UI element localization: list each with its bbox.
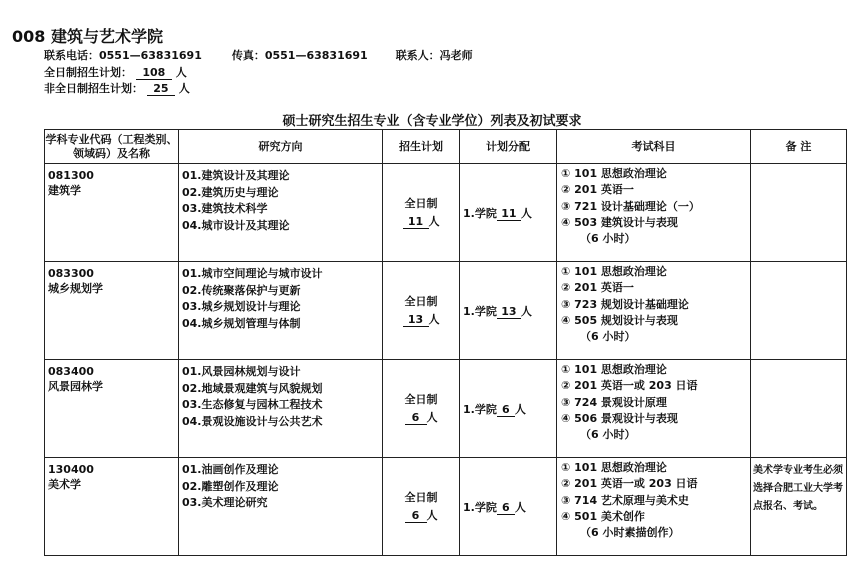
column-header-remark: 备 注 [751, 130, 847, 164]
plan-unit: 人 [426, 410, 438, 424]
direction-item: 01.油画创作及理论 [182, 463, 279, 476]
exams-cell [557, 164, 751, 262]
column-header-allocation: 计划分配 [460, 130, 557, 164]
column-header-code: 学科专业代码（工程类别、领域码）及名称 [45, 130, 179, 164]
column-header-exams: 考试科目 [557, 130, 751, 164]
allocation-prefix: 1.学院 [463, 402, 497, 416]
remark-text [751, 360, 846, 364]
plan-cell [383, 262, 460, 360]
directions-cell [179, 360, 383, 458]
table-row [45, 262, 847, 360]
direction-item: 02.建筑历史与理论 [182, 185, 279, 199]
remark-text [751, 262, 846, 266]
table-title: 硕士研究生招生专业（含专业学位）列表及初试要求 [282, 114, 582, 129]
plan-label: 全日制 [404, 294, 438, 308]
plan-unit: 人 [426, 508, 438, 522]
allocation-cell [460, 164, 557, 262]
exam-item: ① 101 思想政治理论 [561, 363, 667, 376]
exam-item: ④ 505 规划设计与表现 [561, 313, 678, 327]
exam-duration-note: （6 小时） [580, 232, 636, 246]
direction-item: 01.城市空间理论与城市设计 [182, 267, 323, 280]
column-header-plan: 招生计划 [383, 130, 460, 164]
exam-item: ③ 721 设计基础理论（一） [561, 199, 700, 213]
direction-item: 01.建筑设计及其理论 [182, 169, 290, 182]
direction-item: 04.景观设施设计与公共艺术 [182, 414, 323, 428]
allocation-value: 6 [497, 501, 515, 515]
part-time-plan-value: 25 [147, 82, 175, 96]
allocation-unit: 人 [520, 304, 532, 318]
allocation-cell [460, 262, 557, 360]
exam-item: ① 101 思想政治理论 [561, 461, 667, 474]
remark-cell [751, 458, 847, 556]
exam-duration-note: （6 小时） [580, 428, 636, 442]
plan-value: 6 [405, 411, 427, 425]
allocation-value: 13 [497, 305, 521, 319]
program-code: 083300 [48, 267, 94, 280]
program-cell [45, 360, 179, 458]
direction-item: 02.传统聚落保护与更新 [182, 283, 301, 297]
direction-item: 03.生态修复与园林工程技术 [182, 398, 323, 411]
allocation-cell [460, 360, 557, 458]
allocation-prefix: 1.学院 [463, 500, 497, 514]
program-cell [45, 458, 179, 556]
exams-cell [557, 262, 751, 360]
program-name: 建筑学 [48, 184, 81, 197]
program-code: 083400 [48, 365, 94, 378]
exam-duration-note: （6 小时素描创作） [580, 526, 680, 540]
direction-item: 04.城市设计及其理论 [182, 218, 290, 232]
part-time-plan [44, 80, 190, 96]
contact-person-text: 联系人：冯老师 [395, 49, 473, 62]
direction-item: 02.雕塑创作及理论 [182, 479, 279, 493]
exam-item: ③ 724 景观设计原理 [561, 395, 667, 409]
remark-cell [751, 262, 847, 360]
allocation-prefix: 1.学院 [463, 304, 497, 318]
exam-item: ④ 501 美术创作 [561, 509, 645, 523]
directions-cell [179, 458, 383, 556]
plan-label: 全日制 [404, 392, 438, 406]
plan-cell [383, 458, 460, 556]
direction-item: 03.建筑技术科学 [182, 202, 268, 215]
allocation-unit: 人 [514, 500, 526, 514]
program-cell [45, 262, 179, 360]
directions-cell [179, 262, 383, 360]
program-name: 美术学 [48, 478, 81, 491]
exam-item: ④ 503 建筑设计与表现 [561, 215, 678, 229]
remark-text: 美术学专业考生必须选择合肥工业大学考点报名、考试。 [753, 465, 843, 512]
plan-unit: 人 [428, 214, 440, 228]
allocation-value: 11 [497, 207, 521, 221]
plan-label: 全日制 [404, 196, 438, 210]
program-code: 081300 [48, 169, 94, 182]
plan-value: 6 [405, 509, 427, 523]
contact-line [44, 47, 473, 63]
exams-cell [557, 360, 751, 458]
program-cell [45, 164, 179, 262]
part-time-plan-label: 非全日制招生计划： [44, 82, 143, 95]
allocation-value: 6 [497, 403, 515, 417]
program-code: 130400 [48, 463, 94, 476]
exam-item: ① 101 思想政治理论 [561, 167, 667, 180]
exam-item: ③ 714 艺术原理与美术史 [561, 493, 689, 507]
full-time-plan-label: 全日制招生计划： [44, 66, 132, 79]
direction-item: 03.城乡规划设计与理论 [182, 300, 301, 313]
phone-text: 联系电话：0551—63831691 [44, 49, 202, 62]
plan-cell [383, 360, 460, 458]
remark-cell [751, 164, 847, 262]
full-time-plan [44, 64, 187, 80]
exam-item: ② 201 英语一或 203 日语 [561, 379, 698, 393]
full-time-plan-unit: 人 [175, 66, 187, 79]
column-header-direction: 研究方向 [179, 130, 383, 164]
plan-label: 全日制 [404, 490, 438, 504]
exam-duration-note: （6 小时） [580, 330, 636, 344]
direction-item: 01.风景园林规划与设计 [182, 365, 301, 378]
plan-value: 11 [403, 215, 429, 229]
allocation-prefix: 1.学院 [463, 206, 497, 220]
plan-value: 13 [403, 313, 429, 327]
exams-cell [557, 458, 751, 556]
remark-cell [751, 360, 847, 458]
college-title: 008 建筑与艺术学院 [12, 27, 163, 46]
exam-item: ② 201 英语一 [561, 281, 634, 295]
exam-item: ④ 506 景观设计与表现 [561, 411, 678, 425]
remark-text [751, 164, 846, 168]
full-time-plan-value: 108 [136, 66, 172, 80]
direction-item: 03.美术理论研究 [182, 496, 268, 509]
table-row [45, 360, 847, 458]
exam-item: ③ 723 规划设计基础理论 [561, 297, 689, 311]
direction-item: 02.地域景观建筑与风貌规划 [182, 381, 323, 395]
exam-item: ② 201 英语一或 203 日语 [561, 477, 698, 491]
plan-unit: 人 [428, 312, 440, 326]
allocation-cell [460, 458, 557, 556]
program-name: 风景园林学 [48, 380, 103, 393]
allocation-unit: 人 [514, 402, 526, 416]
exam-item: ① 101 思想政治理论 [561, 265, 667, 278]
fax-text: 传真：0551—63831691 [231, 49, 368, 62]
part-time-plan-unit: 人 [178, 82, 190, 95]
table-row [45, 458, 847, 556]
table-header-row [45, 130, 847, 164]
programs-table [44, 129, 847, 556]
directions-cell [179, 164, 383, 262]
plan-cell [383, 164, 460, 262]
direction-item: 04.城乡规划管理与体制 [182, 316, 301, 330]
exam-item: ② 201 英语一 [561, 183, 634, 197]
program-name: 城乡规划学 [48, 282, 103, 295]
table-row [45, 164, 847, 262]
allocation-unit: 人 [520, 206, 532, 220]
